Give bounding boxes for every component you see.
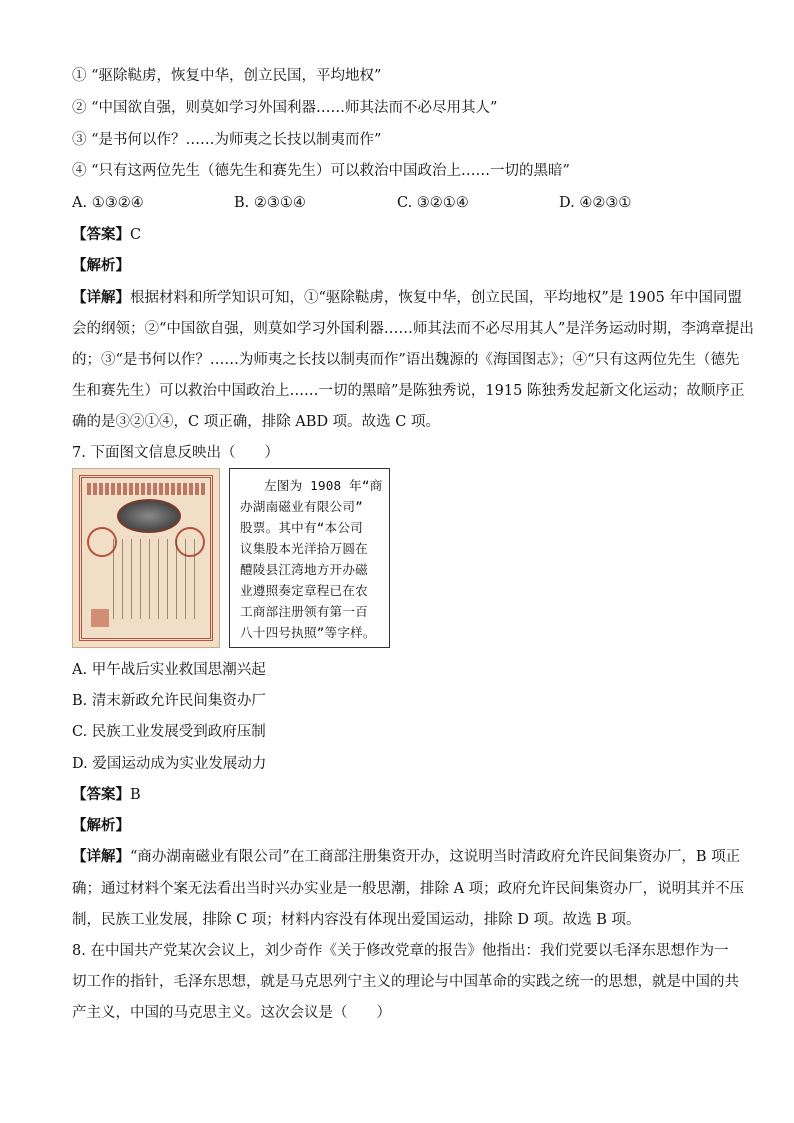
stock-certificate-image <box>72 468 220 648</box>
q6-answer <box>72 225 141 245</box>
answer-value: B <box>130 787 141 803</box>
q7-detail-line-2: 确；通过材料个案无法看出当时兴办实业是一般思潮，排除 A 项；政府允许民间集资办厂，说明其并不压 <box>72 881 745 897</box>
q6-detail-line-2: 会的纲领；②“中国欲自强，则莫如学习外国利器……师其法而不必尽用其人”是洋务运动时期，李鸿章提出 <box>72 321 754 337</box>
material-line: 醴陵县江湾地方开办磁 <box>240 562 368 577</box>
q6-detail-line-1 <box>72 288 742 308</box>
q7-option-b: B. 清末新政允许民间集资办厂 <box>72 693 266 709</box>
q6-option-a: A. ①③②④ <box>72 195 144 211</box>
q6-option-c: C. ③②①④ <box>397 195 469 211</box>
q7-answer <box>72 785 141 805</box>
certificate-header <box>87 483 205 495</box>
material-line: 业遵照奏定章程已在农 <box>240 583 368 598</box>
q7-detail-line-1 <box>72 847 740 867</box>
q6-item-4: ④ “只有这两位先生（德先生和赛先生）可以救治中国政治上……一切的黑暗” <box>72 163 570 179</box>
answer-tag: 【答案】 <box>72 786 130 803</box>
material-line: 工商部注册领有第一百 <box>240 604 368 619</box>
q6-analysis-tag: 【解析】 <box>72 257 130 274</box>
q7-detail-line-3: 制，民族工业发展，排除 C 项；材料内容没有体现出爱国运动，排除 D 项。故选 B 项。 <box>72 912 641 928</box>
material-line: 左图为 1908 年“商 <box>264 478 383 493</box>
q8-stem-line-3: 产主义，中国的马克思主义。这次会议是（ ） <box>72 1005 391 1021</box>
q7-option-a: A. 甲午战后实业救国思潮兴起 <box>72 662 266 678</box>
certificate-text-columns <box>113 539 201 619</box>
q7-stem: 7. 下面图文信息反映出（ ） <box>72 445 279 461</box>
q6-item-3: ③ “是书何以作？……为师夷之长技以制夷而作” <box>72 132 382 148</box>
q7-option-c: C. 民族工业发展受到政府压制 <box>72 724 266 740</box>
q8-stem-line-2: 切工作的指针，毛泽东思想，就是马克思列宁主义的理论与中国革命的实践之统一的思想，就是中国的共 <box>72 974 739 990</box>
q7-option-d: D. 爱国运动成为实业发展动力 <box>72 756 267 772</box>
q6-detail-line-4: 生和赛先生）可以救治中国政治上……一切的黑暗”是陈独秀说，1915 陈独秀发起新文化运动；故顺序正 <box>72 383 745 399</box>
material-line: 股票。其中有“本公司 <box>240 520 363 535</box>
q6-item-1: ① “驱除鞑虏，恢复中华，创立民国，平均地权” <box>72 68 382 84</box>
q6-option-b: B. ②③①④ <box>234 195 306 211</box>
q7-material-textbox <box>229 468 390 648</box>
certificate-vignette <box>117 499 181 533</box>
detail-text: 根据材料和所学知识可知，①“驱除鞑虏，恢复中华，创立民国，平均地权”是 1905 年中国同盟 <box>130 290 742 306</box>
answer-value: C <box>130 227 142 243</box>
certificate-stamp <box>91 609 109 627</box>
q6-option-d: D. ④②③① <box>559 195 632 211</box>
q6-detail-line-5: 确的是③②①④，C 项正确，排除 ABD 项。故选 C 项。 <box>72 414 440 430</box>
material-line: 办湖南磁业有限公司” <box>240 499 363 514</box>
answer-tag: 【答案】 <box>72 226 130 243</box>
q6-detail-line-3: 的；③“是书何以作？……为师夷之长技以制夷而作”语出魏源的《海国图志》；④“只有这两位先生（德先 <box>72 352 740 368</box>
detail-tag: 【详解】 <box>72 289 130 306</box>
detail-tag: 【详解】 <box>72 848 130 865</box>
q6-item-2: ② “中国欲自强，则莫如学习外国利器……师其法而不必尽用其人” <box>72 100 498 116</box>
material-line: 八十四号执照”等字样。 <box>240 625 376 640</box>
material-line: 议集股本光洋拾万圆在 <box>240 541 368 556</box>
q8-stem-line-1: 8. 在中国共产党某次会议上，刘少奇作《关于修改党章的报告》他指出：我们党要以毛泽东思想作为一 <box>72 943 729 959</box>
q7-analysis-tag: 【解析】 <box>72 817 130 834</box>
detail-text: “商办湖南磁业有限公司”在工商部注册集资开办，这说明当时清政府允许民间集资办厂，B 项正 <box>130 849 741 865</box>
